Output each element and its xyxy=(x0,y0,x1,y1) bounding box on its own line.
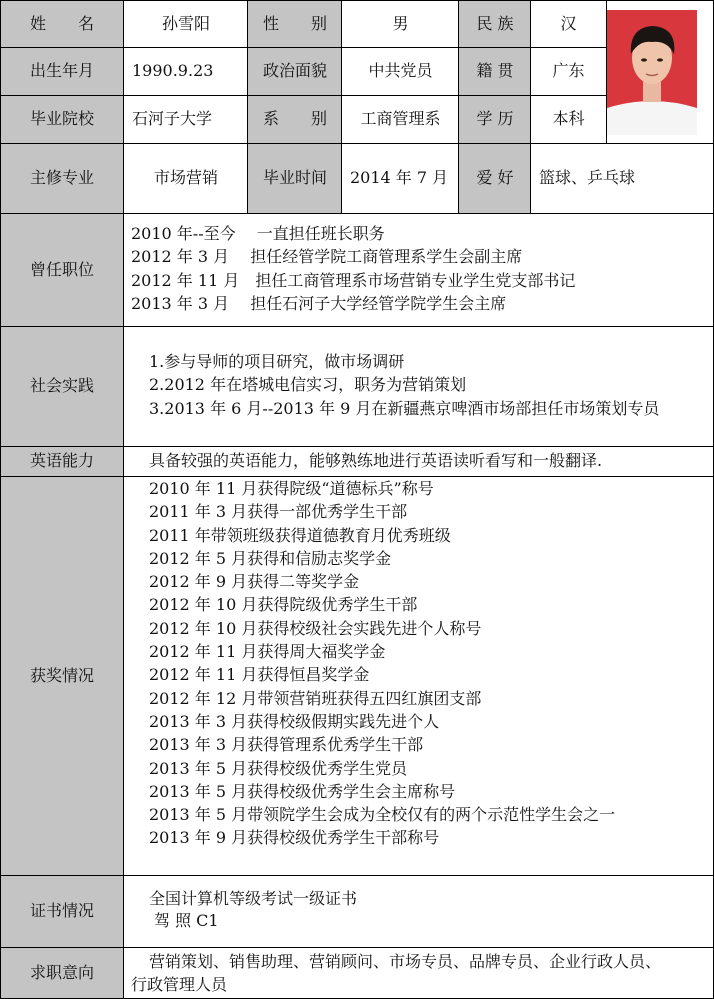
list-item: 2012 年 9 月获得二等奖学金 xyxy=(149,572,360,592)
border-row xyxy=(0,326,714,327)
list-item: 2012 年 11 月 担任工商管理系市场营销专业学生党支部书记 xyxy=(131,270,576,290)
list-item: 2010 年--至今 一直担任班长职务 xyxy=(131,224,385,243)
list-item: 2013 年 3 月 担任石河子大学经管学院学生会主席 xyxy=(131,293,507,313)
list-item: 2013 年 3 月获得校级假期实践先进个人 xyxy=(149,711,440,731)
gradtime-value: 2014 年 7 月 xyxy=(342,143,459,213)
hobby-label: 爱 好 xyxy=(459,143,531,213)
list-item: 2013 年 3 月获得管理系优秀学生干部 xyxy=(149,735,424,755)
border-col xyxy=(247,0,248,213)
gradtime-label: 毕业时间 xyxy=(248,143,342,213)
list-item: 2012 年 3 月 担任经管学院工商管理系学生会副主席 xyxy=(131,247,523,267)
practice-label: 社会实践 xyxy=(0,326,124,446)
border-col xyxy=(123,0,124,999)
border-row xyxy=(0,143,714,144)
native-value: 广东 xyxy=(531,47,606,95)
border-col xyxy=(458,0,459,213)
list-item: 2.2012 年在塔城电信实习，职务为营销策划 xyxy=(149,375,467,395)
job-label: 求职意向 xyxy=(0,947,124,999)
name-label: 姓 名 xyxy=(0,0,124,47)
list-item: 2012 年 11 月获得周大福奖学金 xyxy=(149,642,386,662)
practice-list xyxy=(149,350,659,420)
list-item: 2011 年 3 月获得一部优秀学生干部 xyxy=(149,502,408,522)
list-item: 2013 年 5 月获得校级优秀学生会主席称号 xyxy=(149,781,456,801)
border-row xyxy=(0,446,714,447)
name-value: 孙雪阳 xyxy=(124,0,248,47)
list-item: 1.参与导师的项目研究，做市场调研 xyxy=(149,352,405,371)
major-value: 市场营销 xyxy=(124,143,248,213)
list-item: 2012 年 5 月获得和信励志奖学金 xyxy=(149,548,392,568)
portrait-image xyxy=(607,10,697,135)
birth-value: 1990.9.23 xyxy=(124,47,248,95)
border-col xyxy=(530,0,531,213)
border-row xyxy=(0,476,714,477)
border-row xyxy=(0,875,714,876)
positions-label: 曾任职位 xyxy=(0,213,124,326)
list-item: 全国计算机等级考试一级证书 xyxy=(149,889,358,908)
awards-list xyxy=(149,477,615,850)
border-row xyxy=(0,947,714,948)
politics-value: 中共党员 xyxy=(342,47,459,95)
job-value xyxy=(131,950,661,996)
border-row xyxy=(0,47,606,48)
ethnicity-value: 汉 xyxy=(531,0,606,47)
native-label: 籍 贯 xyxy=(459,47,531,95)
birth-label: 出生年月 xyxy=(0,47,124,95)
gender-value: 男 xyxy=(342,0,459,47)
list-item: 2012 年 12 月带领营销班获得五四红旗团支部 xyxy=(149,688,482,708)
list-item: 2013 年 5 月带领院学生会成为全校仅有的两个示范性学生会之一 xyxy=(149,805,616,825)
edu-label: 学 历 xyxy=(459,95,531,143)
job-line-1: 营销策划、销售助理、营销顾问、市场专员、品牌专员、企业行政人员、 xyxy=(149,952,662,971)
border-col xyxy=(341,0,342,213)
awards-label: 获奖情况 xyxy=(0,476,124,875)
certs-list xyxy=(149,888,357,932)
profile-photo xyxy=(607,10,697,135)
list-item: 2010 年 11 月获得院级“道德标兵”称号 xyxy=(149,479,434,498)
gender-label: 性 别 xyxy=(248,0,342,47)
dept-label: 系 别 xyxy=(248,95,342,143)
dept-value: 工商管理系 xyxy=(342,95,459,143)
border-row xyxy=(0,213,714,214)
politics-label: 政治面貌 xyxy=(248,47,342,95)
major-label: 主修专业 xyxy=(0,143,124,213)
english-label: 英语能力 xyxy=(0,446,124,476)
hobby-value: 篮球、乒乓球 xyxy=(531,143,714,213)
english-value: 具备较强的英语能力，能够熟练地进行英语读听看写和一般翻译. xyxy=(124,446,714,476)
edu-value: 本科 xyxy=(531,95,606,143)
certs-label: 证书情况 xyxy=(0,875,124,947)
list-item: 3.2013 年 6 月--2013 年 9 月在新疆燕京啤酒市场部担任市场策划专员 xyxy=(149,398,660,418)
list-item: 2012 年 10 月获得院级优秀学生干部 xyxy=(149,595,418,615)
school-label: 毕业院校 xyxy=(0,95,124,143)
list-item: 2013 年 5 月获得校级优秀学生党员 xyxy=(149,758,408,778)
list-item: 2012 年 11 月获得恒昌奖学金 xyxy=(149,665,370,685)
positions-list xyxy=(131,222,575,315)
school-value: 石河子大学 xyxy=(124,95,248,143)
list-item: 2013 年 9 月获得校级优秀学生干部称号 xyxy=(149,828,440,848)
border-row xyxy=(0,95,606,96)
border-col xyxy=(606,0,607,143)
ethnicity-label: 民 族 xyxy=(459,0,531,47)
list-item: 2011 年带领班级获得道德教育月优秀班级 xyxy=(149,525,451,545)
list-item: 驾 照 C1 xyxy=(154,911,219,930)
list-item: 2012 年 10 月获得校级社会实践先进个人称号 xyxy=(149,618,482,638)
job-line-2: 行政管理人员 xyxy=(131,975,228,994)
border-left xyxy=(0,0,1,999)
